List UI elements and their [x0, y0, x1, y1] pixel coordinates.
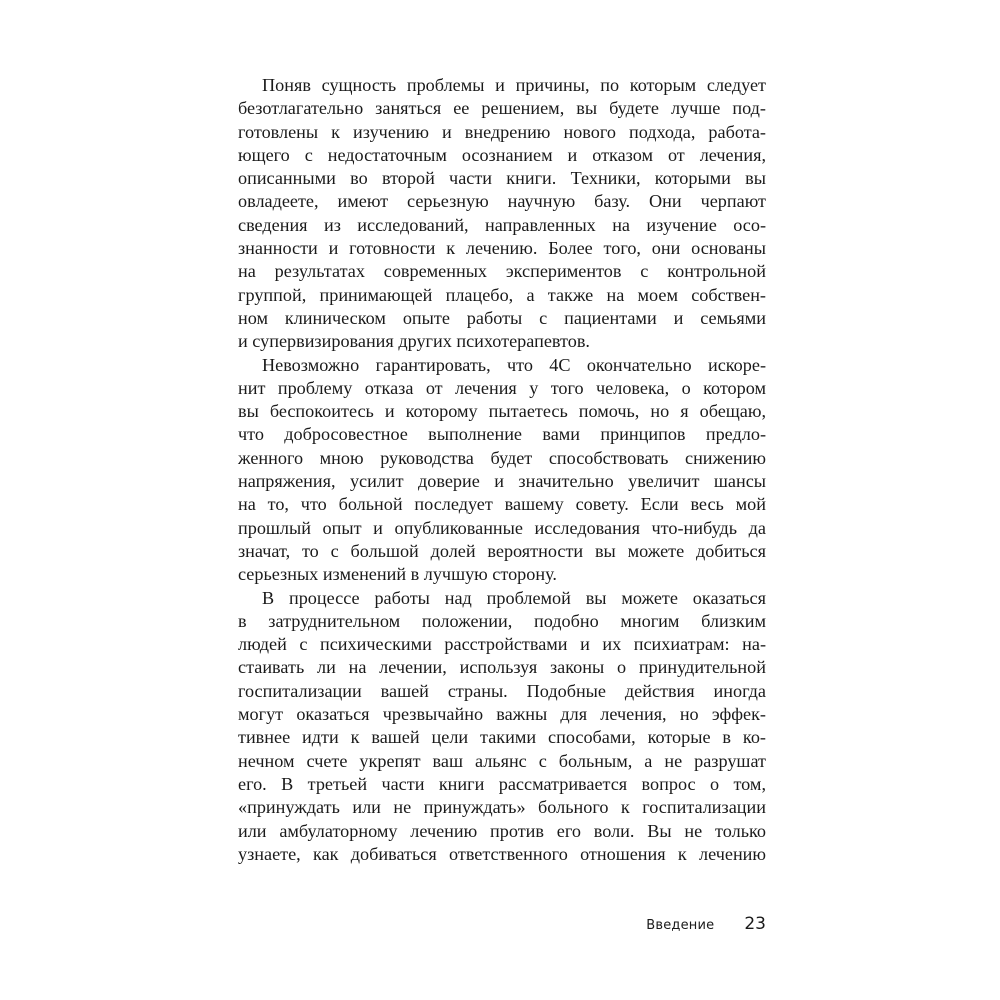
text-line: группой, принимающей плацебо, а также на моем собствен-: [238, 284, 766, 305]
text-line: людей с психическими расстройствами и их психиатрам: на-: [238, 634, 766, 655]
text-line: женного мною руководства будет способствовать снижению: [238, 447, 766, 468]
text-line: тивнее идти к вашей цели такими способами, которые в ко-: [238, 727, 766, 748]
body-text: [238, 74, 766, 866]
text-line: Поняв сущность проблемы и причины, по которым следует: [262, 75, 766, 95]
text-line: и супервизирования других психотерапевтов.: [238, 331, 590, 352]
text-line: серьезных изменений в лучшую сторону.: [238, 564, 557, 585]
text-line: В процессе работы над проблемой вы можете оказаться: [262, 587, 766, 608]
text-line: его. В третьей части книги рассматривается вопрос о том,: [238, 773, 766, 794]
text-line: узнаете, как добиваться ответственного отношения к лечению: [238, 843, 766, 864]
text-line: сведения из исследований, направленных на изучение осо-: [238, 214, 766, 235]
text-line: на результатах современных экспериментов с контрольной: [238, 261, 766, 282]
text-line: значат, то с большой долей вероятности вы можете добиться: [238, 540, 766, 561]
text-line: госпитализации вашей страны. Подобные действия иногда: [238, 680, 766, 701]
text-line: что добросовестное выполнение вами принципов предло-: [238, 424, 766, 445]
text-line: готовлены к изучению и внедрению нового подхода, работа-: [238, 121, 766, 142]
text-line: прошлый опыт и опубликованные исследования что-нибудь да: [238, 517, 766, 538]
text-line: «принуждать или не принуждать» больного к госпитализации: [238, 797, 766, 818]
text-line: безотлагательно заняться ее решением, вы будете лучше под-: [238, 98, 766, 119]
paragraph-3: [238, 587, 766, 867]
paragraph-1: [238, 74, 766, 354]
text-line: на то, что больной последует вашему совету. Если весь мой: [238, 494, 766, 515]
text-line: Невозможно гарантировать, что 4С окончательно искоре-: [262, 354, 766, 375]
page-number: 23: [744, 914, 766, 934]
text-line: овладеете, имеют серьезную научную базу. Они черпают: [238, 191, 766, 212]
text-line: нит проблему отказа от лечения у того человека, о котором: [238, 377, 766, 398]
text-line: знанности и готовности к лечению. Более того, они основаны: [238, 238, 766, 259]
text-line: стаивать ли на лечении, используя законы о принудительной: [238, 657, 766, 678]
text-line: или амбулаторному лечению против его воли. Вы не только: [238, 820, 766, 841]
text-line: могут оказаться чрезвычайно важны для лечения, но эффек-: [238, 704, 766, 725]
paragraph-2: [238, 354, 766, 587]
text-line: в затруднительном положении, подобно многим близким: [238, 610, 766, 631]
text-line: ном клиническом опыте работы с пациентами и семьями: [238, 307, 766, 328]
text-line: напряжения, усилит доверие и значительно увеличит шансы: [238, 471, 766, 492]
text-line: вы беспокоитесь и которому пытаетесь помочь, но я обещаю,: [238, 401, 766, 422]
text-line: нечном счете укрепят ваш альянс с больным, а не разрушат: [238, 750, 766, 771]
text-line: ющего с недостаточным осознанием и отказом от лечения,: [238, 144, 766, 165]
running-footer-section: Введение: [646, 918, 715, 933]
text-line: описанными во второй части книги. Техники, которыми вы: [238, 168, 766, 189]
page-footer: [600, 914, 766, 942]
